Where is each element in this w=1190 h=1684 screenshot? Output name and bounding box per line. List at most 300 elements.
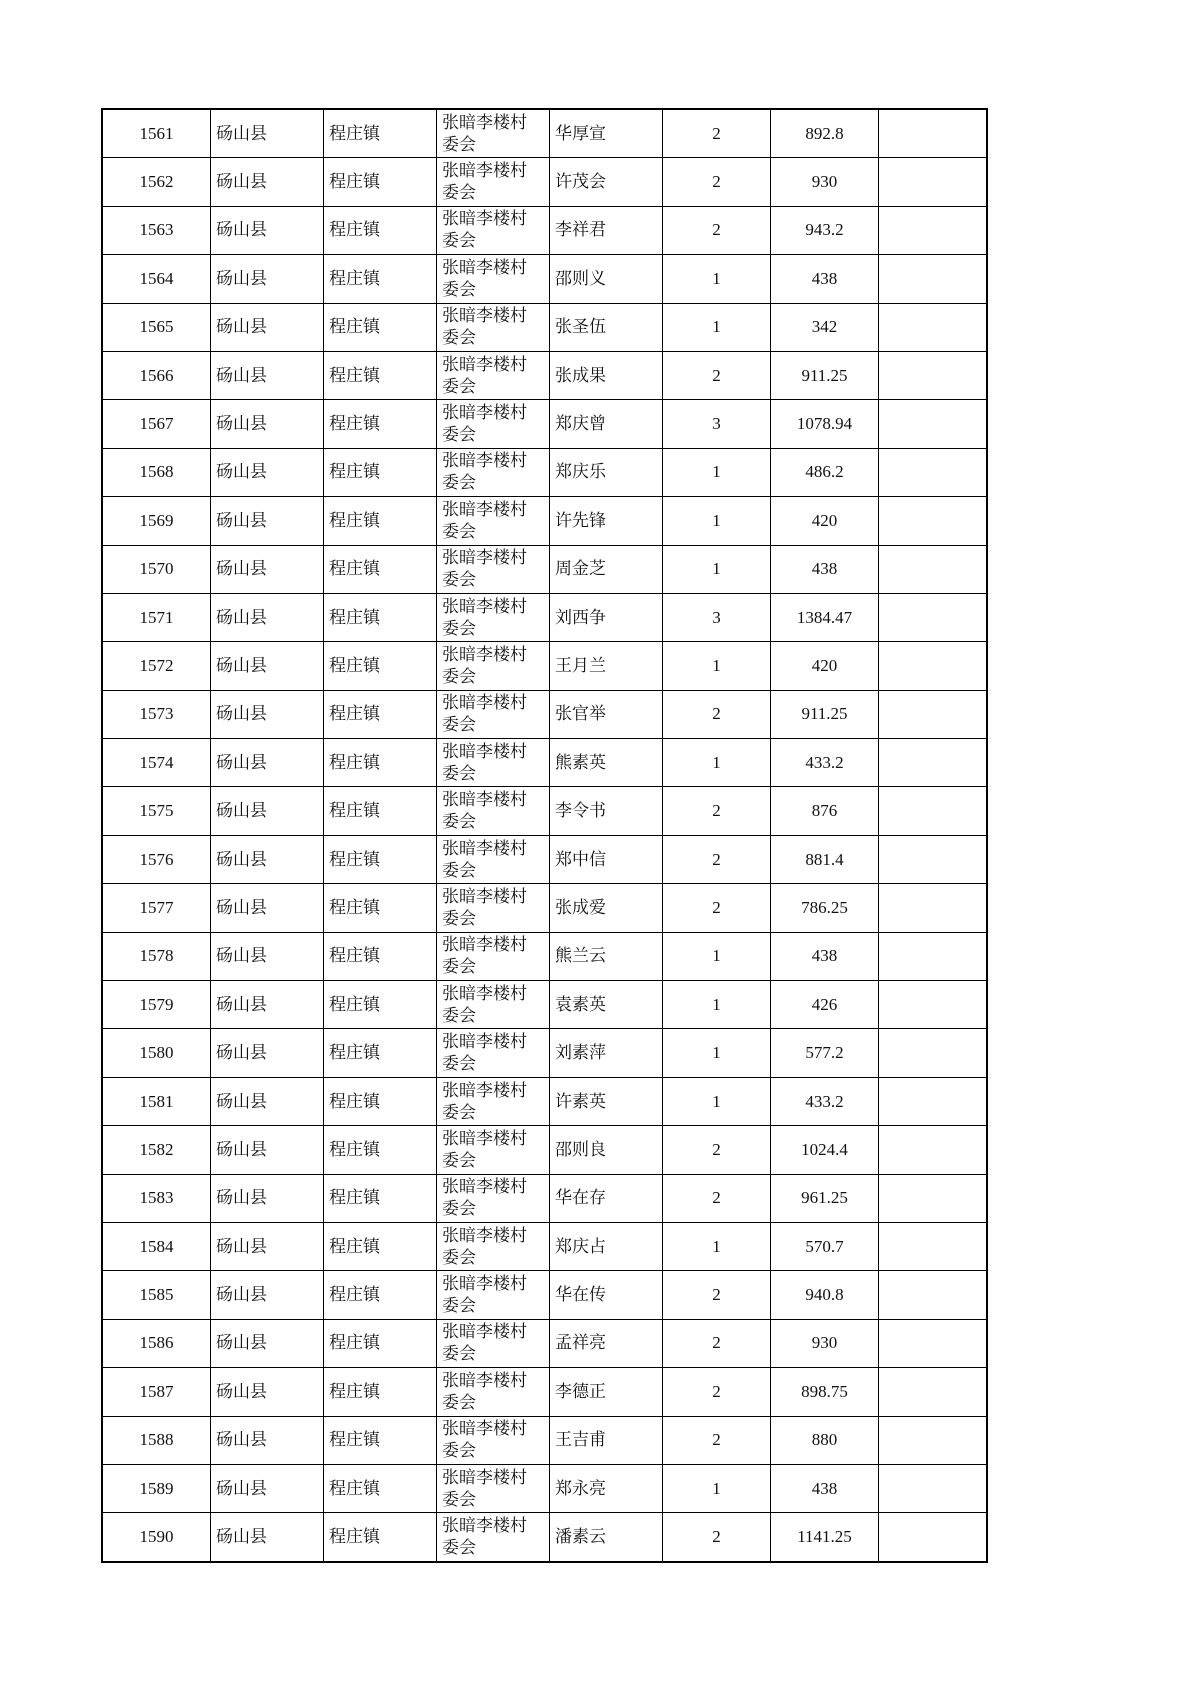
row-county-cell: 砀山县 bbox=[211, 1416, 324, 1464]
row-name-cell: 李祥君 bbox=[550, 206, 663, 254]
row-county-cell: 砀山县 bbox=[211, 932, 324, 980]
row-amount-cell: 1078.94 bbox=[771, 400, 879, 448]
row-name-cell: 李德正 bbox=[550, 1368, 663, 1416]
row-village-cell bbox=[437, 303, 550, 351]
row-name-cell: 张圣伍 bbox=[550, 303, 663, 351]
row-people-cell: 3 bbox=[663, 593, 771, 641]
row-county-cell: 砀山县 bbox=[211, 1464, 324, 1512]
row-note-cell bbox=[879, 1077, 988, 1125]
table-row bbox=[102, 1029, 987, 1077]
row-note-cell bbox=[879, 739, 988, 787]
row-name-cell: 许茂会 bbox=[550, 158, 663, 206]
row-county-cell: 砀山县 bbox=[211, 593, 324, 641]
row-name-cell: 孟祥亮 bbox=[550, 1319, 663, 1367]
row-people-cell: 1 bbox=[663, 981, 771, 1029]
row-county-cell: 砀山县 bbox=[211, 1077, 324, 1125]
row-note-cell bbox=[879, 690, 988, 738]
row-name-cell: 周金芝 bbox=[550, 545, 663, 593]
row-name-cell: 郑庆占 bbox=[550, 1222, 663, 1270]
row-name-cell: 刘素萍 bbox=[550, 1029, 663, 1077]
row-note-cell bbox=[879, 593, 988, 641]
row-seq-cell: 1586 bbox=[102, 1319, 211, 1367]
row-note-cell bbox=[879, 206, 988, 254]
row-seq-cell: 1570 bbox=[102, 545, 211, 593]
row-county-cell: 砀山县 bbox=[211, 642, 324, 690]
row-note-cell bbox=[879, 1368, 988, 1416]
table-row bbox=[102, 1513, 987, 1562]
row-seq-cell: 1587 bbox=[102, 1368, 211, 1416]
row-seq-cell: 1569 bbox=[102, 497, 211, 545]
row-note-cell bbox=[879, 1464, 988, 1512]
row-village-cell bbox=[437, 109, 550, 158]
row-seq-cell: 1585 bbox=[102, 1271, 211, 1319]
row-name-cell: 郑庆曾 bbox=[550, 400, 663, 448]
row-village-cell bbox=[437, 400, 550, 448]
row-town-cell: 程庄镇 bbox=[324, 1174, 437, 1222]
village-committee-label: 张暗李楼村委会 bbox=[442, 209, 527, 252]
row-county-cell: 砀山县 bbox=[211, 1319, 324, 1367]
row-village-cell bbox=[437, 1029, 550, 1077]
row-people-cell: 2 bbox=[663, 1368, 771, 1416]
row-note-cell bbox=[879, 1029, 988, 1077]
row-county-cell: 砀山县 bbox=[211, 835, 324, 883]
row-village-cell bbox=[437, 1319, 550, 1367]
row-note-cell bbox=[879, 932, 988, 980]
row-county-cell: 砀山县 bbox=[211, 303, 324, 351]
row-amount-cell: 898.75 bbox=[771, 1368, 879, 1416]
row-seq-cell: 1574 bbox=[102, 739, 211, 787]
row-people-cell: 1 bbox=[663, 303, 771, 351]
village-committee-label: 张暗李楼村委会 bbox=[442, 790, 527, 833]
row-name-cell: 王吉甫 bbox=[550, 1416, 663, 1464]
subsidy-roster-table bbox=[101, 108, 988, 1563]
village-committee-label: 张暗李楼村委会 bbox=[442, 1177, 527, 1220]
table-row bbox=[102, 1077, 987, 1125]
village-committee-label: 张暗李楼村委会 bbox=[442, 499, 527, 542]
row-county-cell: 砀山县 bbox=[211, 787, 324, 835]
row-name-cell: 邵则义 bbox=[550, 255, 663, 303]
row-people-cell: 1 bbox=[663, 1077, 771, 1125]
row-county-cell: 砀山县 bbox=[211, 158, 324, 206]
row-note-cell bbox=[879, 1222, 988, 1270]
village-committee-label: 张暗李楼村委会 bbox=[442, 112, 527, 155]
row-seq-cell: 1561 bbox=[102, 109, 211, 158]
row-name-cell: 王月兰 bbox=[550, 642, 663, 690]
row-amount-cell: 438 bbox=[771, 545, 879, 593]
row-name-cell: 张官举 bbox=[550, 690, 663, 738]
row-town-cell: 程庄镇 bbox=[324, 1513, 437, 1562]
village-committee-label: 张暗李楼村委会 bbox=[442, 1128, 527, 1171]
village-committee-label: 张暗李楼村委会 bbox=[442, 1225, 527, 1268]
row-village-cell bbox=[437, 1271, 550, 1319]
row-people-cell: 2 bbox=[663, 1271, 771, 1319]
row-seq-cell: 1566 bbox=[102, 351, 211, 399]
table-row bbox=[102, 206, 987, 254]
row-seq-cell: 1576 bbox=[102, 835, 211, 883]
table-row bbox=[102, 1319, 987, 1367]
row-town-cell: 程庄镇 bbox=[324, 448, 437, 496]
row-name-cell: 张成爱 bbox=[550, 884, 663, 932]
row-town-cell: 程庄镇 bbox=[324, 1464, 437, 1512]
row-seq-cell: 1563 bbox=[102, 206, 211, 254]
row-name-cell: 许素英 bbox=[550, 1077, 663, 1125]
row-amount-cell: 577.2 bbox=[771, 1029, 879, 1077]
row-seq-cell: 1564 bbox=[102, 255, 211, 303]
row-amount-cell: 961.25 bbox=[771, 1174, 879, 1222]
row-note-cell bbox=[879, 981, 988, 1029]
row-name-cell: 华在传 bbox=[550, 1271, 663, 1319]
village-committee-label: 张暗李楼村委会 bbox=[442, 693, 527, 736]
row-amount-cell: 420 bbox=[771, 497, 879, 545]
table-row bbox=[102, 545, 987, 593]
row-town-cell: 程庄镇 bbox=[324, 158, 437, 206]
village-committee-label: 张暗李楼村委会 bbox=[442, 1032, 527, 1075]
row-village-cell bbox=[437, 739, 550, 787]
row-village-cell bbox=[437, 497, 550, 545]
row-village-cell bbox=[437, 690, 550, 738]
village-committee-label: 张暗李楼村委会 bbox=[442, 1322, 527, 1365]
row-county-cell: 砀山县 bbox=[211, 351, 324, 399]
row-county-cell: 砀山县 bbox=[211, 1513, 324, 1562]
row-note-cell bbox=[879, 642, 988, 690]
row-note-cell bbox=[879, 1513, 988, 1562]
row-note-cell bbox=[879, 1416, 988, 1464]
row-note-cell bbox=[879, 158, 988, 206]
row-seq-cell: 1575 bbox=[102, 787, 211, 835]
row-people-cell: 1 bbox=[663, 1464, 771, 1512]
table-row bbox=[102, 1222, 987, 1270]
row-village-cell bbox=[437, 545, 550, 593]
row-village-cell bbox=[437, 932, 550, 980]
row-town-cell: 程庄镇 bbox=[324, 351, 437, 399]
table-row bbox=[102, 1126, 987, 1174]
table-row bbox=[102, 932, 987, 980]
row-seq-cell: 1578 bbox=[102, 932, 211, 980]
row-amount-cell: 438 bbox=[771, 255, 879, 303]
row-seq-cell: 1581 bbox=[102, 1077, 211, 1125]
row-village-cell bbox=[437, 884, 550, 932]
row-people-cell: 1 bbox=[663, 739, 771, 787]
row-county-cell: 砀山县 bbox=[211, 1222, 324, 1270]
row-village-cell bbox=[437, 1513, 550, 1562]
row-name-cell: 华厚宣 bbox=[550, 109, 663, 158]
row-people-cell: 2 bbox=[663, 206, 771, 254]
row-seq-cell: 1565 bbox=[102, 303, 211, 351]
row-county-cell: 砀山县 bbox=[211, 545, 324, 593]
row-village-cell bbox=[437, 1174, 550, 1222]
row-note-cell bbox=[879, 351, 988, 399]
row-people-cell: 1 bbox=[663, 448, 771, 496]
row-people-cell: 2 bbox=[663, 158, 771, 206]
row-town-cell: 程庄镇 bbox=[324, 593, 437, 641]
row-amount-cell: 570.7 bbox=[771, 1222, 879, 1270]
village-committee-label: 张暗李楼村委会 bbox=[442, 741, 527, 784]
row-village-cell bbox=[437, 1077, 550, 1125]
table-row bbox=[102, 690, 987, 738]
row-seq-cell: 1583 bbox=[102, 1174, 211, 1222]
row-town-cell: 程庄镇 bbox=[324, 255, 437, 303]
row-town-cell: 程庄镇 bbox=[324, 497, 437, 545]
row-name-cell: 华在存 bbox=[550, 1174, 663, 1222]
row-county-cell: 砀山县 bbox=[211, 1368, 324, 1416]
table-row bbox=[102, 1271, 987, 1319]
row-note-cell bbox=[879, 109, 988, 158]
row-county-cell: 砀山县 bbox=[211, 1271, 324, 1319]
row-people-cell: 2 bbox=[663, 1416, 771, 1464]
row-amount-cell: 1141.25 bbox=[771, 1513, 879, 1562]
row-amount-cell: 940.8 bbox=[771, 1271, 879, 1319]
row-people-cell: 1 bbox=[663, 1222, 771, 1270]
row-name-cell: 张成果 bbox=[550, 351, 663, 399]
row-town-cell: 程庄镇 bbox=[324, 690, 437, 738]
row-village-cell bbox=[437, 593, 550, 641]
row-town-cell: 程庄镇 bbox=[324, 835, 437, 883]
row-amount-cell: 342 bbox=[771, 303, 879, 351]
row-amount-cell: 881.4 bbox=[771, 835, 879, 883]
village-committee-label: 张暗李楼村委会 bbox=[442, 644, 527, 687]
village-committee-label: 张暗李楼村委会 bbox=[442, 1516, 527, 1559]
row-county-cell: 砀山县 bbox=[211, 884, 324, 932]
row-name-cell: 熊兰云 bbox=[550, 932, 663, 980]
village-committee-label: 张暗李楼村委会 bbox=[442, 354, 527, 397]
row-amount-cell: 911.25 bbox=[771, 351, 879, 399]
row-amount-cell: 892.8 bbox=[771, 109, 879, 158]
row-village-cell bbox=[437, 642, 550, 690]
village-committee-label: 张暗李楼村委会 bbox=[442, 451, 527, 494]
row-note-cell bbox=[879, 400, 988, 448]
row-people-cell: 1 bbox=[663, 497, 771, 545]
row-amount-cell: 880 bbox=[771, 1416, 879, 1464]
row-town-cell: 程庄镇 bbox=[324, 1368, 437, 1416]
row-note-cell bbox=[879, 1319, 988, 1367]
row-seq-cell: 1568 bbox=[102, 448, 211, 496]
row-amount-cell: 876 bbox=[771, 787, 879, 835]
row-note-cell bbox=[879, 497, 988, 545]
row-county-cell: 砀山县 bbox=[211, 1029, 324, 1077]
row-village-cell bbox=[437, 835, 550, 883]
row-town-cell: 程庄镇 bbox=[324, 1126, 437, 1174]
table-row bbox=[102, 981, 987, 1029]
village-committee-label: 张暗李楼村委会 bbox=[442, 1274, 527, 1317]
row-town-cell: 程庄镇 bbox=[324, 1029, 437, 1077]
row-village-cell bbox=[437, 255, 550, 303]
row-county-cell: 砀山县 bbox=[211, 981, 324, 1029]
row-people-cell: 1 bbox=[663, 642, 771, 690]
row-name-cell: 李令书 bbox=[550, 787, 663, 835]
row-amount-cell: 438 bbox=[771, 932, 879, 980]
row-amount-cell: 438 bbox=[771, 1464, 879, 1512]
row-people-cell: 2 bbox=[663, 351, 771, 399]
village-committee-label: 张暗李楼村委会 bbox=[442, 886, 527, 929]
row-seq-cell: 1590 bbox=[102, 1513, 211, 1562]
row-town-cell: 程庄镇 bbox=[324, 109, 437, 158]
table-row bbox=[102, 255, 987, 303]
row-seq-cell: 1589 bbox=[102, 1464, 211, 1512]
row-seq-cell: 1567 bbox=[102, 400, 211, 448]
row-village-cell bbox=[437, 1126, 550, 1174]
roster-table-body bbox=[102, 109, 987, 1562]
row-amount-cell: 433.2 bbox=[771, 739, 879, 787]
row-seq-cell: 1562 bbox=[102, 158, 211, 206]
row-town-cell: 程庄镇 bbox=[324, 981, 437, 1029]
table-row bbox=[102, 1368, 987, 1416]
row-village-cell bbox=[437, 787, 550, 835]
row-amount-cell: 930 bbox=[771, 158, 879, 206]
row-county-cell: 砀山县 bbox=[211, 1126, 324, 1174]
village-committee-label: 张暗李楼村委会 bbox=[442, 306, 527, 349]
row-village-cell bbox=[437, 1416, 550, 1464]
row-seq-cell: 1588 bbox=[102, 1416, 211, 1464]
row-village-cell bbox=[437, 448, 550, 496]
table-row bbox=[102, 1416, 987, 1464]
row-seq-cell: 1573 bbox=[102, 690, 211, 738]
row-village-cell bbox=[437, 1368, 550, 1416]
village-committee-label: 张暗李楼村委会 bbox=[442, 596, 527, 639]
row-note-cell bbox=[879, 448, 988, 496]
row-note-cell bbox=[879, 787, 988, 835]
village-committee-label: 张暗李楼村委会 bbox=[442, 257, 527, 300]
table-row bbox=[102, 158, 987, 206]
row-people-cell: 1 bbox=[663, 1029, 771, 1077]
row-people-cell: 1 bbox=[663, 545, 771, 593]
village-committee-label: 张暗李楼村委会 bbox=[442, 548, 527, 591]
row-county-cell: 砀山县 bbox=[211, 206, 324, 254]
row-town-cell: 程庄镇 bbox=[324, 545, 437, 593]
row-note-cell bbox=[879, 884, 988, 932]
table-row bbox=[102, 1464, 987, 1512]
table-row bbox=[102, 1174, 987, 1222]
row-town-cell: 程庄镇 bbox=[324, 400, 437, 448]
row-village-cell bbox=[437, 158, 550, 206]
row-amount-cell: 420 bbox=[771, 642, 879, 690]
table-row bbox=[102, 109, 987, 158]
row-people-cell: 3 bbox=[663, 400, 771, 448]
row-people-cell: 2 bbox=[663, 884, 771, 932]
row-seq-cell: 1579 bbox=[102, 981, 211, 1029]
row-county-cell: 砀山县 bbox=[211, 255, 324, 303]
village-committee-label: 张暗李楼村委会 bbox=[442, 161, 527, 204]
row-county-cell: 砀山县 bbox=[211, 448, 324, 496]
row-county-cell: 砀山县 bbox=[211, 400, 324, 448]
village-committee-label: 张暗李楼村委会 bbox=[442, 403, 527, 446]
row-note-cell bbox=[879, 1271, 988, 1319]
row-town-cell: 程庄镇 bbox=[324, 1319, 437, 1367]
row-village-cell bbox=[437, 981, 550, 1029]
row-county-cell: 砀山县 bbox=[211, 497, 324, 545]
row-name-cell: 邵则良 bbox=[550, 1126, 663, 1174]
row-name-cell: 郑中信 bbox=[550, 835, 663, 883]
row-name-cell: 郑永亮 bbox=[550, 1464, 663, 1512]
table-row bbox=[102, 303, 987, 351]
row-people-cell: 2 bbox=[663, 1174, 771, 1222]
row-town-cell: 程庄镇 bbox=[324, 1271, 437, 1319]
row-people-cell: 1 bbox=[663, 255, 771, 303]
row-town-cell: 程庄镇 bbox=[324, 303, 437, 351]
row-note-cell bbox=[879, 1174, 988, 1222]
row-amount-cell: 911.25 bbox=[771, 690, 879, 738]
row-people-cell: 2 bbox=[663, 1513, 771, 1562]
row-people-cell: 2 bbox=[663, 690, 771, 738]
village-committee-label: 张暗李楼村委会 bbox=[442, 838, 527, 881]
row-county-cell: 砀山县 bbox=[211, 690, 324, 738]
row-people-cell: 2 bbox=[663, 1319, 771, 1367]
row-village-cell bbox=[437, 351, 550, 399]
village-committee-label: 张暗李楼村委会 bbox=[442, 1080, 527, 1123]
table-row bbox=[102, 642, 987, 690]
row-seq-cell: 1577 bbox=[102, 884, 211, 932]
village-committee-label: 张暗李楼村委会 bbox=[442, 1370, 527, 1413]
table-row bbox=[102, 835, 987, 883]
row-town-cell: 程庄镇 bbox=[324, 206, 437, 254]
row-people-cell: 1 bbox=[663, 932, 771, 980]
row-town-cell: 程庄镇 bbox=[324, 1077, 437, 1125]
row-town-cell: 程庄镇 bbox=[324, 1222, 437, 1270]
table-row bbox=[102, 448, 987, 496]
row-town-cell: 程庄镇 bbox=[324, 1416, 437, 1464]
table-row bbox=[102, 351, 987, 399]
row-people-cell: 2 bbox=[663, 109, 771, 158]
table-row bbox=[102, 400, 987, 448]
row-village-cell bbox=[437, 1464, 550, 1512]
row-note-cell bbox=[879, 835, 988, 883]
row-village-cell bbox=[437, 206, 550, 254]
village-committee-label: 张暗李楼村委会 bbox=[442, 983, 527, 1026]
row-people-cell: 2 bbox=[663, 787, 771, 835]
row-county-cell: 砀山县 bbox=[211, 739, 324, 787]
table-row bbox=[102, 593, 987, 641]
row-seq-cell: 1584 bbox=[102, 1222, 211, 1270]
row-amount-cell: 1384.47 bbox=[771, 593, 879, 641]
row-people-cell: 2 bbox=[663, 1126, 771, 1174]
row-name-cell: 刘西争 bbox=[550, 593, 663, 641]
row-amount-cell: 1024.4 bbox=[771, 1126, 879, 1174]
row-seq-cell: 1571 bbox=[102, 593, 211, 641]
row-village-cell bbox=[437, 1222, 550, 1270]
row-note-cell bbox=[879, 545, 988, 593]
table-row bbox=[102, 787, 987, 835]
row-note-cell bbox=[879, 1126, 988, 1174]
row-amount-cell: 943.2 bbox=[771, 206, 879, 254]
row-people-cell: 2 bbox=[663, 835, 771, 883]
row-seq-cell: 1582 bbox=[102, 1126, 211, 1174]
row-town-cell: 程庄镇 bbox=[324, 932, 437, 980]
table-row bbox=[102, 739, 987, 787]
row-name-cell: 袁素英 bbox=[550, 981, 663, 1029]
row-amount-cell: 930 bbox=[771, 1319, 879, 1367]
row-name-cell: 熊素英 bbox=[550, 739, 663, 787]
row-town-cell: 程庄镇 bbox=[324, 787, 437, 835]
village-committee-label: 张暗李楼村委会 bbox=[442, 935, 527, 978]
row-amount-cell: 433.2 bbox=[771, 1077, 879, 1125]
row-amount-cell: 786.25 bbox=[771, 884, 879, 932]
row-town-cell: 程庄镇 bbox=[324, 642, 437, 690]
village-committee-label: 张暗李楼村委会 bbox=[442, 1467, 527, 1510]
row-name-cell: 郑庆乐 bbox=[550, 448, 663, 496]
row-town-cell: 程庄镇 bbox=[324, 739, 437, 787]
row-name-cell: 潘素云 bbox=[550, 1513, 663, 1562]
table-row bbox=[102, 497, 987, 545]
row-town-cell: 程庄镇 bbox=[324, 884, 437, 932]
row-seq-cell: 1572 bbox=[102, 642, 211, 690]
row-note-cell bbox=[879, 303, 988, 351]
village-committee-label: 张暗李楼村委会 bbox=[442, 1419, 527, 1462]
row-note-cell bbox=[879, 255, 988, 303]
row-county-cell: 砀山县 bbox=[211, 109, 324, 158]
row-amount-cell: 486.2 bbox=[771, 448, 879, 496]
row-county-cell: 砀山县 bbox=[211, 1174, 324, 1222]
table-row bbox=[102, 884, 987, 932]
row-amount-cell: 426 bbox=[771, 981, 879, 1029]
